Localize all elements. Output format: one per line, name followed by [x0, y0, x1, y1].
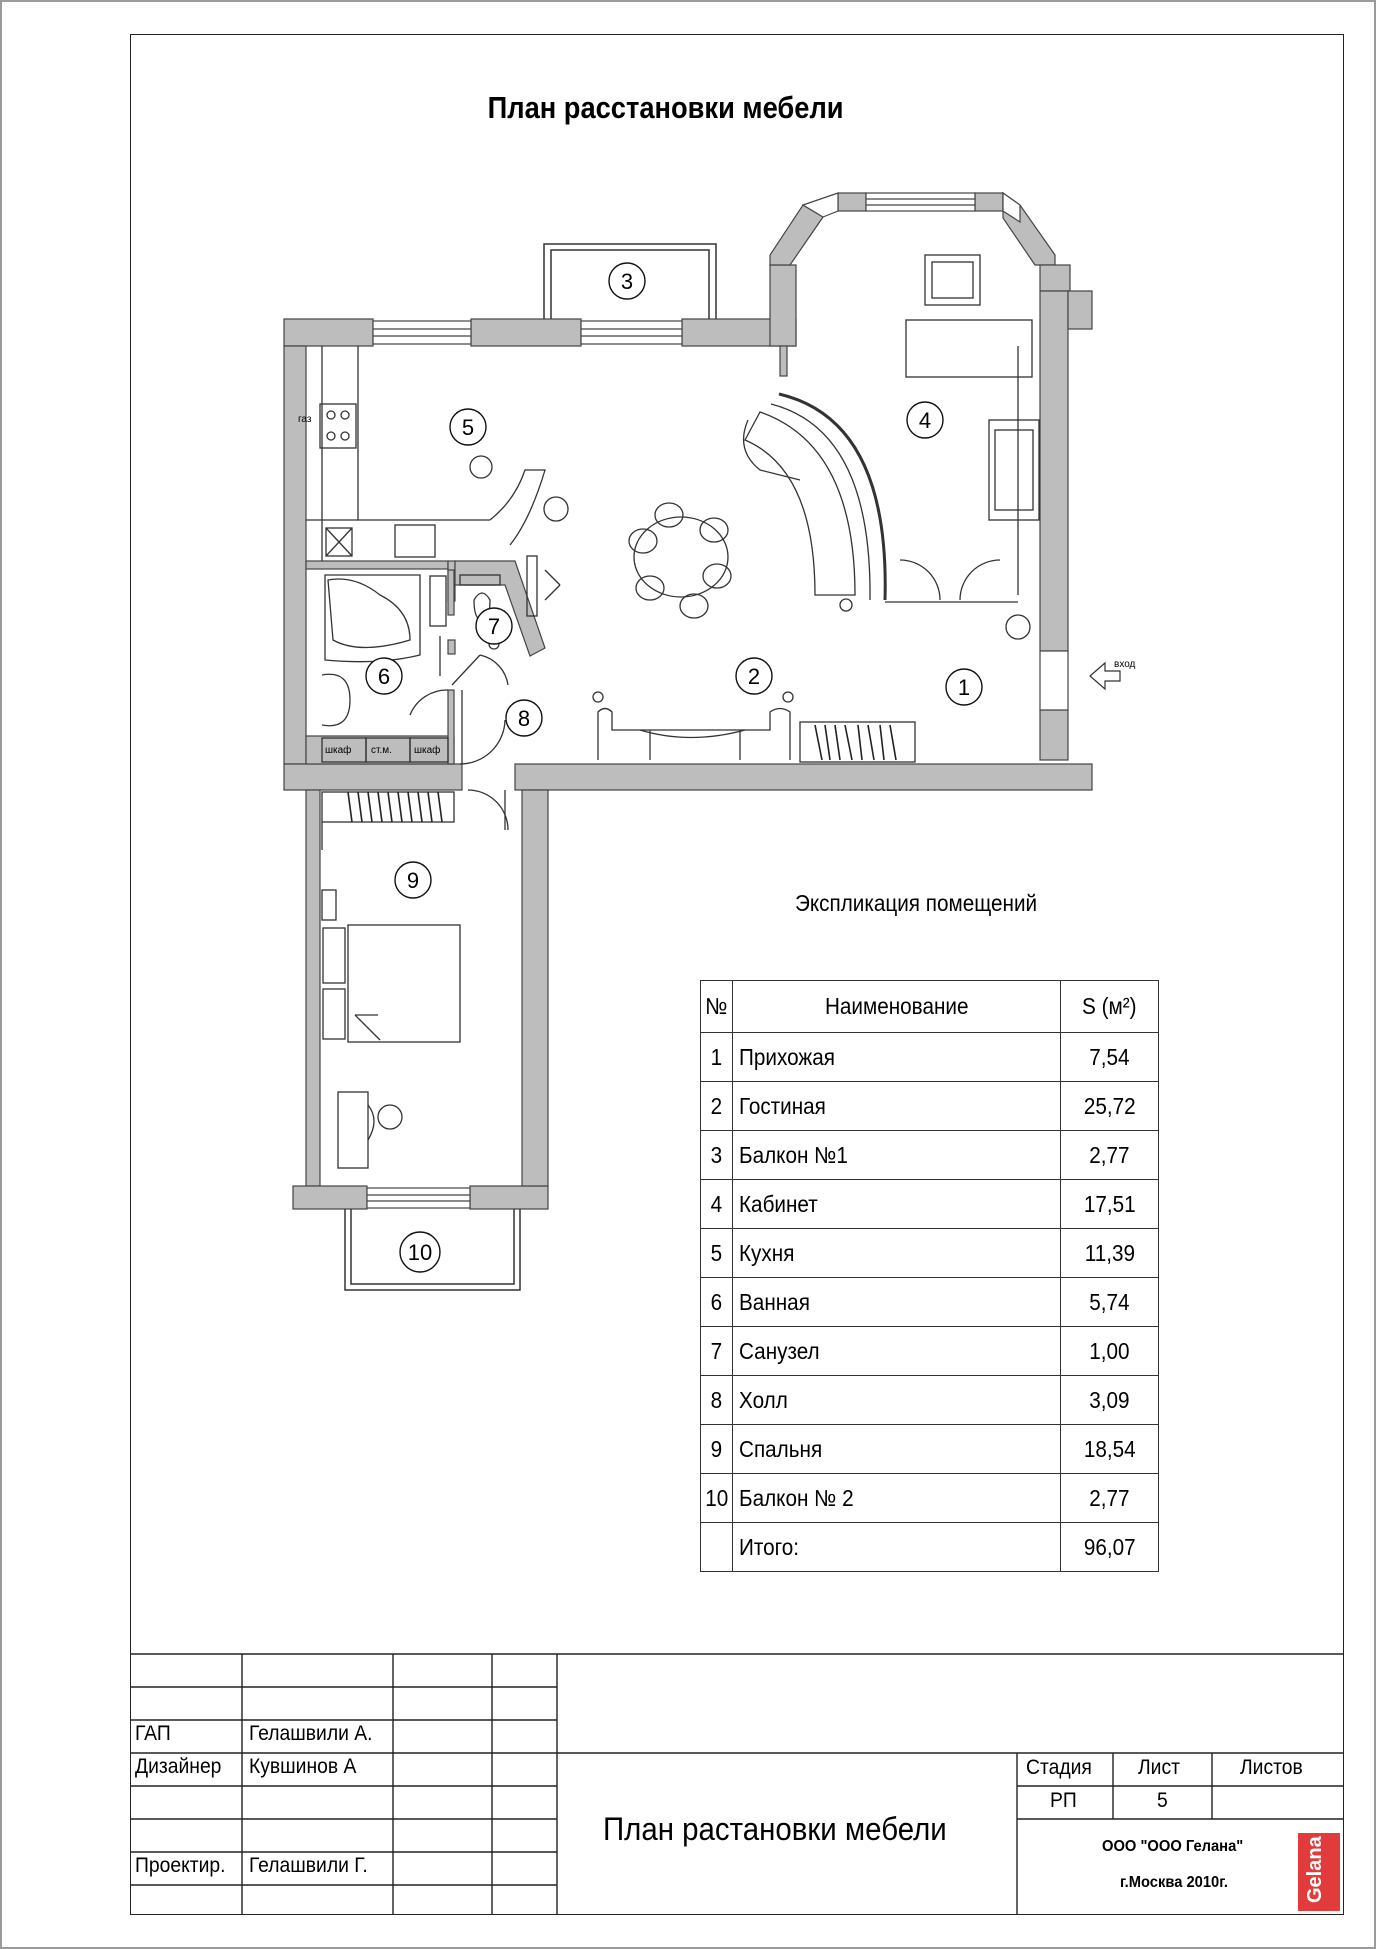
header-num: №	[701, 981, 733, 1033]
room-number-9: 9	[406, 868, 420, 893]
room-number-4: 4	[918, 408, 932, 433]
table-total-row	[701, 1523, 1159, 1572]
header-area: S (м²)	[1061, 981, 1159, 1033]
city-year: г.Москва 2010г.	[1120, 1874, 1228, 1891]
gap-role: ГАП	[135, 1722, 171, 1745]
company-name: ООО "ООО Гелана"	[1102, 1838, 1244, 1855]
explication-title: Экспликация помещений	[795, 890, 1038, 916]
row-num: 3	[710, 1141, 723, 1168]
row-area: 5,74	[1089, 1288, 1130, 1315]
table-row	[701, 1229, 1159, 1278]
closet-label-2: шкаф	[414, 745, 441, 756]
total-area: 96,07	[1083, 1533, 1136, 1560]
project-name: Гелашвили Г.	[249, 1854, 368, 1877]
designer-role: Дизайнер	[135, 1755, 222, 1778]
row-num: 2	[710, 1092, 723, 1119]
table-row	[701, 1278, 1159, 1327]
row-name: Ванная	[739, 1288, 810, 1315]
room-number-6: 6	[377, 664, 391, 689]
header-name: Наименование	[733, 981, 1061, 1033]
table-row	[701, 1376, 1159, 1425]
row-area: 11,39	[1084, 1239, 1135, 1266]
page-title: План расстановки мебели	[487, 90, 844, 125]
entrance-label: вход	[1114, 659, 1136, 670]
row-name: Кабинет	[739, 1190, 818, 1217]
project-role: Проектир.	[135, 1854, 226, 1877]
row-name: Санузел	[739, 1337, 820, 1364]
row-area: 18,54	[1083, 1435, 1136, 1462]
row-area: 3,09	[1089, 1386, 1130, 1413]
room-number-1: 1	[957, 675, 971, 700]
sheet-title: План растановки мебели	[603, 1811, 947, 1847]
washer-label: ст.м.	[371, 745, 392, 756]
row-name: Балкон №1	[739, 1141, 848, 1168]
room-number-3: 3	[620, 269, 634, 294]
table-row	[701, 1131, 1159, 1180]
row-name: Кухня	[739, 1239, 795, 1266]
table-row	[701, 1180, 1159, 1229]
sheet-value: 5	[1157, 1789, 1168, 1812]
stage-value: РП	[1050, 1789, 1077, 1812]
designer-name: Кувшинов А	[249, 1755, 357, 1778]
closet-label-1: шкаф	[325, 745, 352, 756]
row-area: 7,54	[1089, 1043, 1130, 1070]
table-row	[701, 1425, 1159, 1474]
table-row	[701, 1327, 1159, 1376]
table-row	[701, 1033, 1159, 1082]
room-number-5: 5	[461, 415, 475, 440]
row-area: 17,51	[1083, 1190, 1136, 1217]
row-num: 4	[710, 1190, 723, 1217]
table-header-row	[701, 981, 1159, 1033]
row-name: Спальня	[739, 1435, 823, 1462]
room-number-8: 8	[517, 706, 531, 731]
room-number-7: 7	[487, 614, 501, 639]
room-number-2: 2	[747, 664, 761, 689]
table-row	[701, 1474, 1159, 1523]
row-num: 6	[710, 1288, 723, 1315]
row-num: 9	[710, 1435, 723, 1462]
row-area: 2,77	[1089, 1484, 1130, 1511]
company-logo	[1298, 1833, 1340, 1911]
sheet-label: Лист	[1138, 1756, 1180, 1779]
sheets-label: Листов	[1240, 1756, 1303, 1779]
row-name: Балкон № 2	[739, 1484, 854, 1511]
explication-table	[700, 980, 1159, 1572]
room-number-10: 10	[407, 1240, 433, 1265]
row-name: Прихожая	[739, 1043, 835, 1070]
total-label: Итого:	[739, 1533, 800, 1560]
row-num: 1	[710, 1043, 723, 1070]
row-num: 10	[704, 1484, 729, 1511]
row-area: 2,77	[1089, 1141, 1130, 1168]
gas-label: газ	[298, 414, 312, 425]
row-name: Гостиная	[739, 1092, 826, 1119]
table-row	[701, 1082, 1159, 1131]
stage-label: Стадия	[1026, 1756, 1092, 1779]
gap-name: Гелашвили А.	[249, 1722, 373, 1745]
logo-text: Gelana	[1304, 1836, 1326, 1903]
row-num: 7	[710, 1337, 723, 1364]
row-area: 1,00	[1089, 1337, 1130, 1364]
row-area: 25,72	[1083, 1092, 1136, 1119]
row-num: 8	[710, 1386, 723, 1413]
row-name: Холл	[739, 1386, 788, 1413]
row-num: 5	[710, 1239, 723, 1266]
